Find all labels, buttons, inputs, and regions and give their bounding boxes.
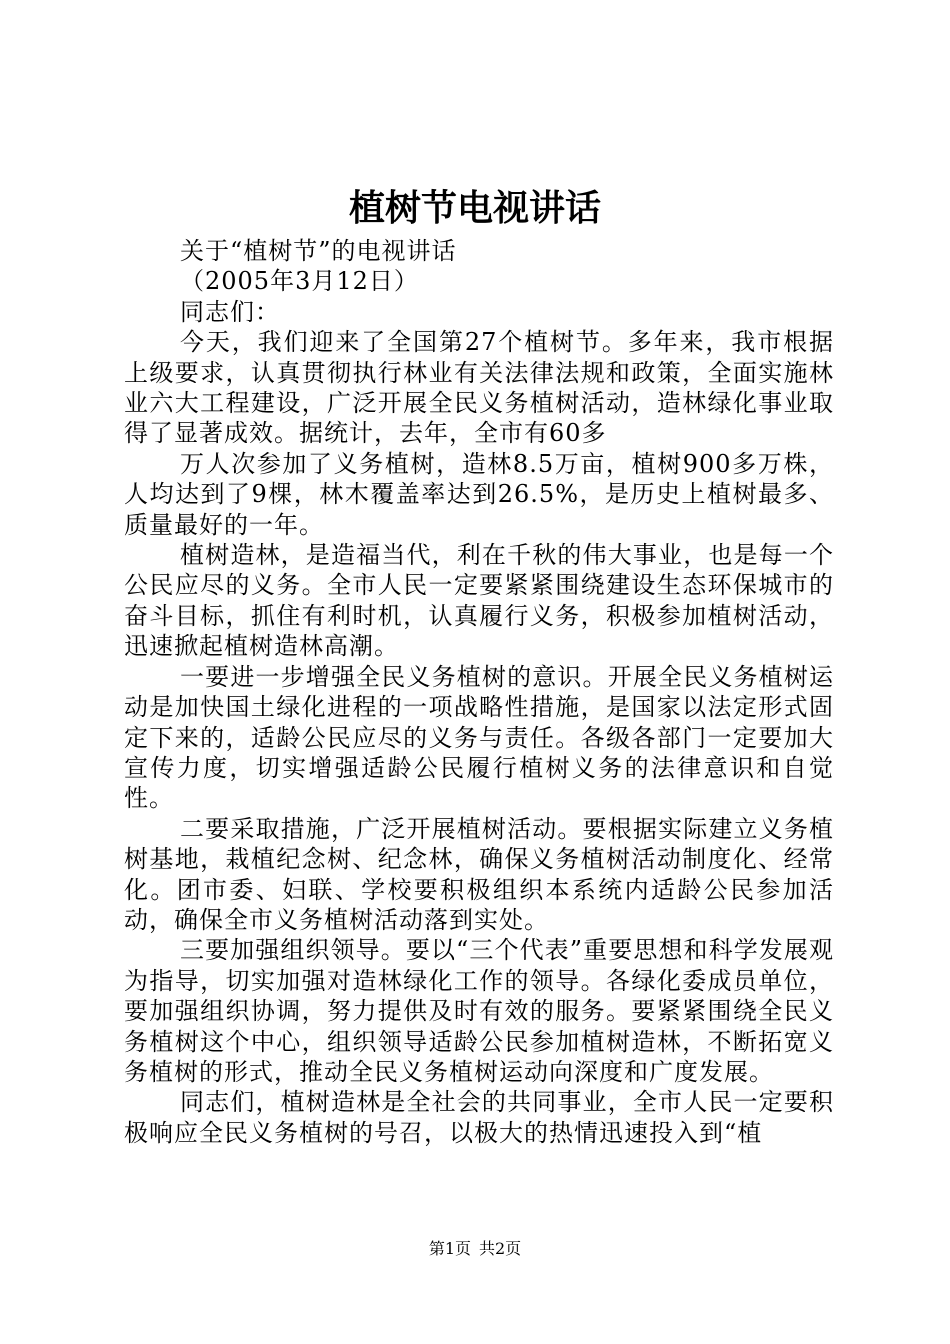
document-title: 植树节电视讲话 — [348, 187, 601, 229]
paragraph: 一要进一步增强全民义务植树的意识。开展全民义务植树运动是加快国土绿化进程的一项战略性措施，是国家以法定形式固定下来的，适龄公民应尽的义务与责任。各级各部门一定要加大宣传力度，切实增强适龄公民履行植树义务的法律意识和自觉性。 — [124, 662, 834, 813]
page-number: 第1页 — [428, 1239, 471, 1258]
paragraph: 万人次参加了义务植树，造林8.5万亩，植树900多万株，人均达到了9棵，林木覆盖率达到26.5%，是历史上植树最多、质量最好的一年。 — [124, 449, 834, 539]
subtitle-line: 关于“植树节”的电视讲话 — [180, 237, 457, 265]
paragraph: 今天，我们迎来了全国第27个植树节。多年来，我市根据上级要求，认真贯彻执行林业有关法律法规和政策，全面实施林业六大工程建设，广泛开展全民义务植树活动，造林绿化事业取得了显著成效。据统计，去年，全市有60多 — [124, 328, 834, 448]
page-footer — [0, 1237, 950, 1261]
paragraph: 植树造林，是造福当代，利在千秋的伟大事业，也是每一个公民应尽的义务。全市人民一定要紧紧围绕建设生态环保城市的奋斗目标，抓住有利时机，认真履行义务，积极参加植树活动，迅速掀起植树造林高潮。 — [124, 541, 834, 661]
date-line: （2005年3月12日） — [180, 267, 419, 296]
paragraph: 三要加强组织领导。要以“三个代表”重要思想和科学发展观为指导，切实加强对造林绿化工作的领导。各绿化委成员单位，要加强组织协调，努力提供及时有效的服务。要紧紧围绕全民义务植树这个中心，组织领导适龄公民参加植树造林，不断拓宽义务植树的形式，推动全民义务植树运动向深度和广度发展。 — [124, 936, 834, 1086]
salutation: 同志们： — [180, 297, 280, 326]
document-body — [124, 236, 834, 1148]
paragraph: 同志们，植树造林是全社会的共同事业，全市人民一定要积极响应全民义务植树的号召，以极大的热情迅速投入到“植 — [124, 1088, 834, 1147]
page-total: 共2页 — [479, 1239, 522, 1258]
paragraph: 二要采取措施，广泛开展植树活动。要根据实际建立义务植树基地，栽植纪念树、纪念林，确保义务植树活动制度化、经常化。团市委、妇联、学校要积极组织本系统内适龄公民参加活动，确保全市义务植树活动落到实处。 — [124, 814, 834, 934]
